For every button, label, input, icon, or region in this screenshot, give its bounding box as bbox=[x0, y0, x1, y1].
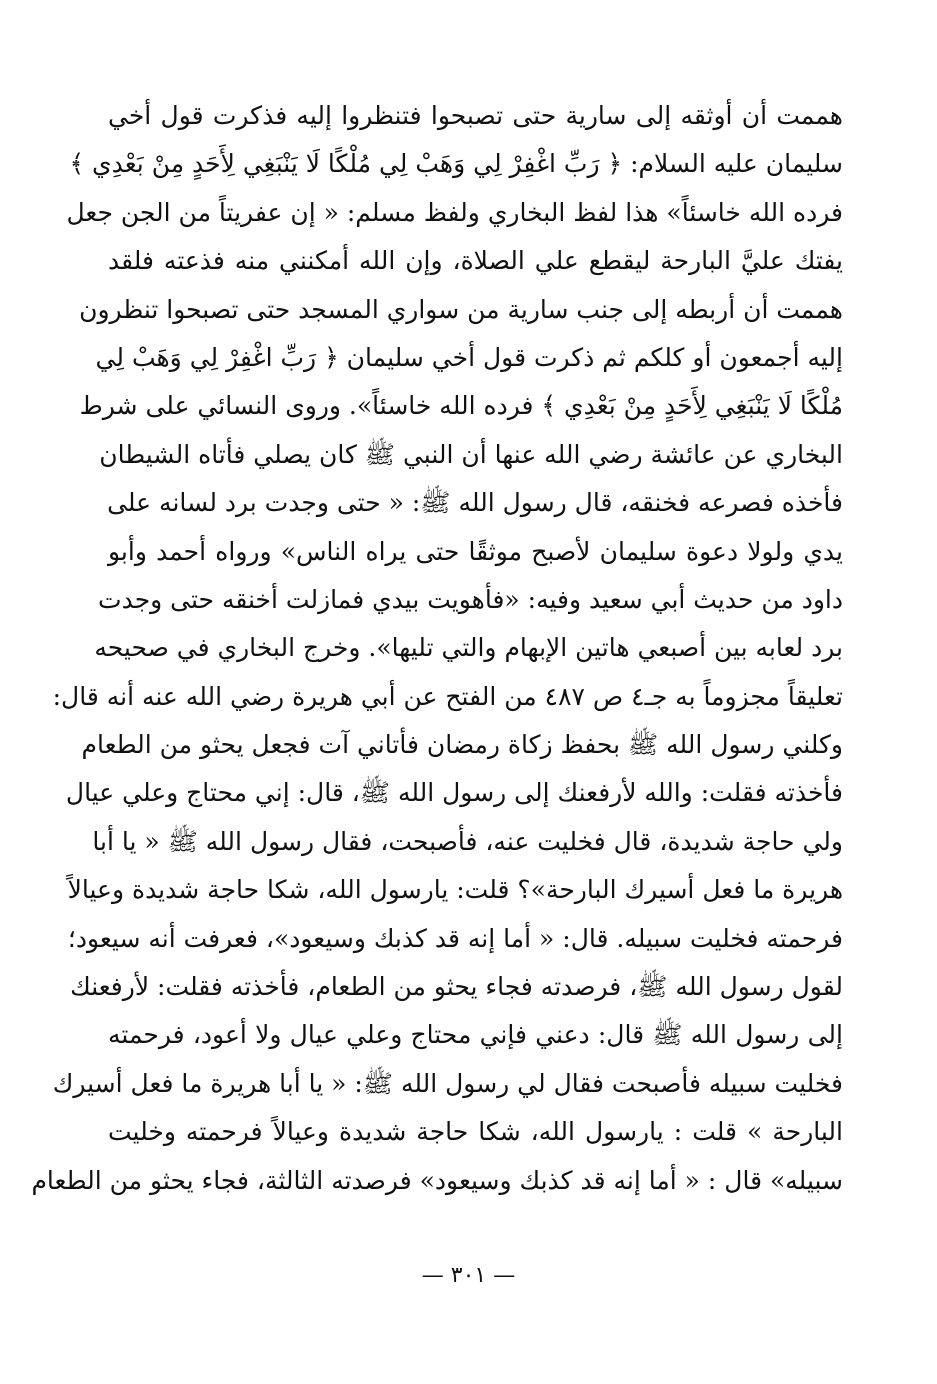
text-line: فرحمته فخليت سبيله. قال: « أما إنه قد كذبك وسيعود»، فعرفت أنه سيعود؛ bbox=[67, 923, 843, 953]
text-line: فأخذته فقلت: والله لأرفعنك إلى رسول الله ﷺ، قال: إني محتاج وعلي عيال bbox=[65, 778, 843, 808]
text-line: ولي حاجة شديدة، قال فخليت عنه، فأصبحت، فقال رسول الله ﷺ « يا أبا bbox=[92, 826, 843, 856]
page-number: — ٣٠١ — bbox=[421, 1263, 516, 1288]
text-line: يفتك عليَّ البارحة ليقطع علي الصلاة، وإن الله أمكنني منه فذعته فلقد bbox=[108, 246, 843, 276]
text-line: إليه أجمعون أو كلكم ثم ذكرت قول أخي سليمان ﴿ رَبِّ اغْفِرْ لِي وَهَبْ لِي bbox=[95, 342, 843, 372]
text-line: سليمان عليه السلام: ﴿ رَبِّ اغْفِرْ لِي وَهَبْ لِي مُلْكًا لَا يَنْبَغِي لِأَحَدٍ مِنْ بَعْدِي ﴾ bbox=[69, 149, 843, 179]
text-line: لقول رسول الله ﷺ، فرصدته فجاء يحثو من الطعام، فأخذته فقلت: لأرفعنك bbox=[70, 972, 843, 1002]
text-line: البارحة » قلت : يارسول الله، شكا حاجة شديدة وعيالاً فرحمته وخليت bbox=[108, 1117, 843, 1147]
text-line: برد لعابه بين أصبعي هاتين الإبهام والتي تليها». وخرج البخاري في صحيحه bbox=[94, 633, 843, 663]
text-line: وكلني رسول الله ﷺ بحفظ زكاة رمضان فأتاني آت فجعل يحثو من الطعام bbox=[81, 730, 843, 760]
text-line: هريرة ما فعل أسيرك البارحة»؟ قلت: يارسول الله، شكا حاجة شديدة وعيالاً bbox=[67, 875, 843, 905]
text-line: يدي ولولا دعوة سليمان لأصبح موثقًا حتى يراه الناس» ورواه أحمد وأبو bbox=[108, 536, 843, 566]
text-line: سبيله» قال : « أما إنه قد كذبك وسيعود» فرصدته الثالثة، فجاء يحثو من الطعام bbox=[31, 1165, 843, 1195]
text-line: فخليت سبيله فأصبحت فقال لي رسول الله ﷺ: « يا أبا هريرة ما فعل أسيرك bbox=[52, 1068, 843, 1098]
text-line: إلى رسول الله ﷺ قال: دعني فإني محتاج وعلي عيال ولا أعود، فرحمته bbox=[108, 1020, 843, 1050]
text-line: داود من حديث أبي سعيد وفيه: «فأهويت بيدي فمازلت أخنقه حتى وجدت bbox=[98, 584, 843, 614]
text-line: مُلْكًا لَا يَنْبَغِي لِأَحَدٍ مِنْ بَعْدِي ﴾ فرده الله خاسئاً». وروى النسائي على شرط bbox=[79, 391, 843, 421]
text-line: البخاري عن عائشة رضي الله عنها أن النبي ﷺ كان يصلي فأتاه الشيطان bbox=[99, 439, 843, 469]
text-line: هممت أن أربطه إلى جنب سارية من سواري المسجد حتى تصبحوا تنظرون bbox=[79, 294, 843, 324]
text-line: فرده الله خاسئاً» هذا لفظ البخاري ولفظ مسلم: « إن عفريتاً من الجن جعل bbox=[66, 197, 843, 227]
text-line: فأخذه فصرعه فخنقه، قال رسول الله ﷺ: « حتى وجدت برد لسانه على bbox=[107, 488, 843, 518]
text-line: هممت أن أوثقه إلى سارية حتى تصبحوا فتنظروا إليه فذكرت قول أخي bbox=[108, 101, 843, 130]
body-text bbox=[31, 92, 843, 1205]
text-line: تعليقاً مجزوماً به جـ٤ ص ٤٨٧ من الفتح عن أبي هريرة رضي الله عنه أنه قال: bbox=[52, 681, 843, 711]
